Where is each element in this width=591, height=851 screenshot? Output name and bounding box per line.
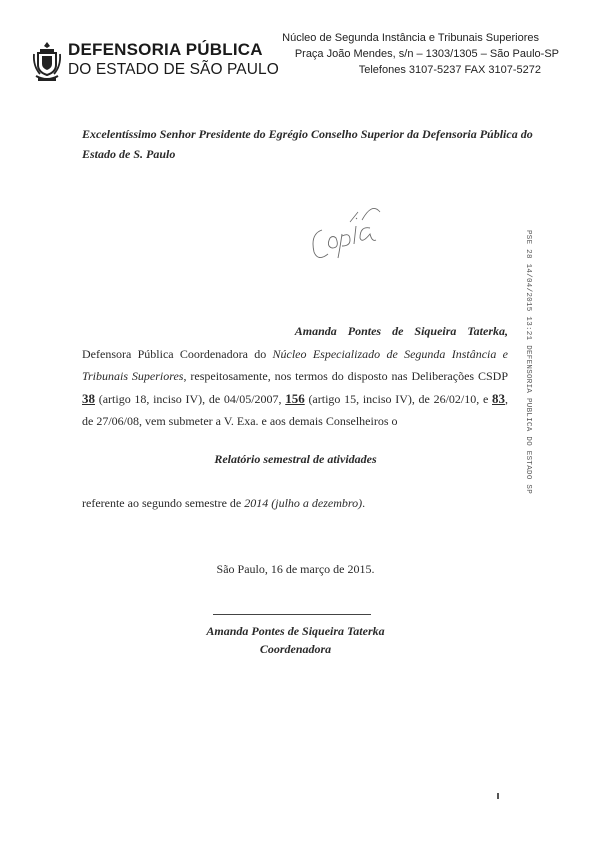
period-prefix: referente ao segundo semestre de bbox=[82, 496, 245, 510]
period-year: 2014 bbox=[244, 496, 269, 510]
institution-logo bbox=[68, 40, 279, 80]
coat-of-arms-icon bbox=[32, 40, 62, 82]
office-name: Núcleo de Segunda Instância e Tribunais Superiores bbox=[282, 32, 539, 44]
brand-subtitle: DO ESTADO DE SÃO PAULO bbox=[68, 61, 279, 78]
protocol-stamp-text: PSE 28 14/04/2015 13:21 DEFENSORIA PUBLICA DO ESTADO SP bbox=[524, 229, 532, 495]
author-name: Amanda Pontes de Siqueira Taterka, bbox=[294, 324, 508, 338]
body-text-2: (artigo 18, inciso IV), de 04/05/2007, bbox=[95, 391, 286, 406]
role-prefix: Defensora Pública Coordenadora do bbox=[82, 346, 273, 361]
body-paragraph bbox=[82, 320, 508, 433]
protocol-stamp bbox=[521, 229, 535, 495]
signatory-name: Amanda Pontes de Siqueira Taterka bbox=[206, 624, 385, 638]
office-street: Praça João Mendes, s/n – 1303/1305 – São Paulo-SP bbox=[294, 48, 559, 60]
period-suffix: . bbox=[362, 496, 366, 510]
report-period bbox=[82, 496, 365, 511]
report-title: Relatório semestral de atividades bbox=[214, 452, 377, 466]
signatory-role: Coordenadora bbox=[259, 642, 332, 656]
nucleus-name: Núcleo Especializado de Segunda Instância e Tribunais Superiores bbox=[82, 346, 509, 383]
salutation: Excelentíssimo Senhor Presidente do Egrégio Conselho Superior da Defensoria Pública do Estado de S. Paulo bbox=[82, 127, 533, 161]
deliberation-ref-38: 38 bbox=[82, 390, 95, 406]
period-range: (julho a dezembro) bbox=[268, 496, 363, 510]
deliberation-ref-156: 156 bbox=[285, 390, 305, 406]
scan-mark bbox=[497, 793, 499, 799]
office-phones: Telefones 3107-5237 FAX 3107-5272 bbox=[358, 64, 541, 76]
office-address bbox=[269, 30, 559, 78]
body-text-3: (artigo 15, inciso IV), de 26/02/10, e bbox=[304, 391, 492, 406]
place-date: São Paulo, 16 de março de 2015. bbox=[216, 562, 375, 576]
signature-line bbox=[213, 614, 371, 615]
brand-title: DEFENSORIA PÚBLICA bbox=[68, 40, 263, 59]
body-text-1: , respeitosamente, nos termos do disposto nas Deliberações CSDP bbox=[183, 369, 508, 383]
copia-handwritten-stamp bbox=[300, 200, 390, 270]
body-text-4: , de 27/06/08, vem submeter a V. Exa. e aos demais Conselheiros o bbox=[82, 391, 508, 428]
deliberation-ref-83: 83 bbox=[492, 390, 505, 406]
